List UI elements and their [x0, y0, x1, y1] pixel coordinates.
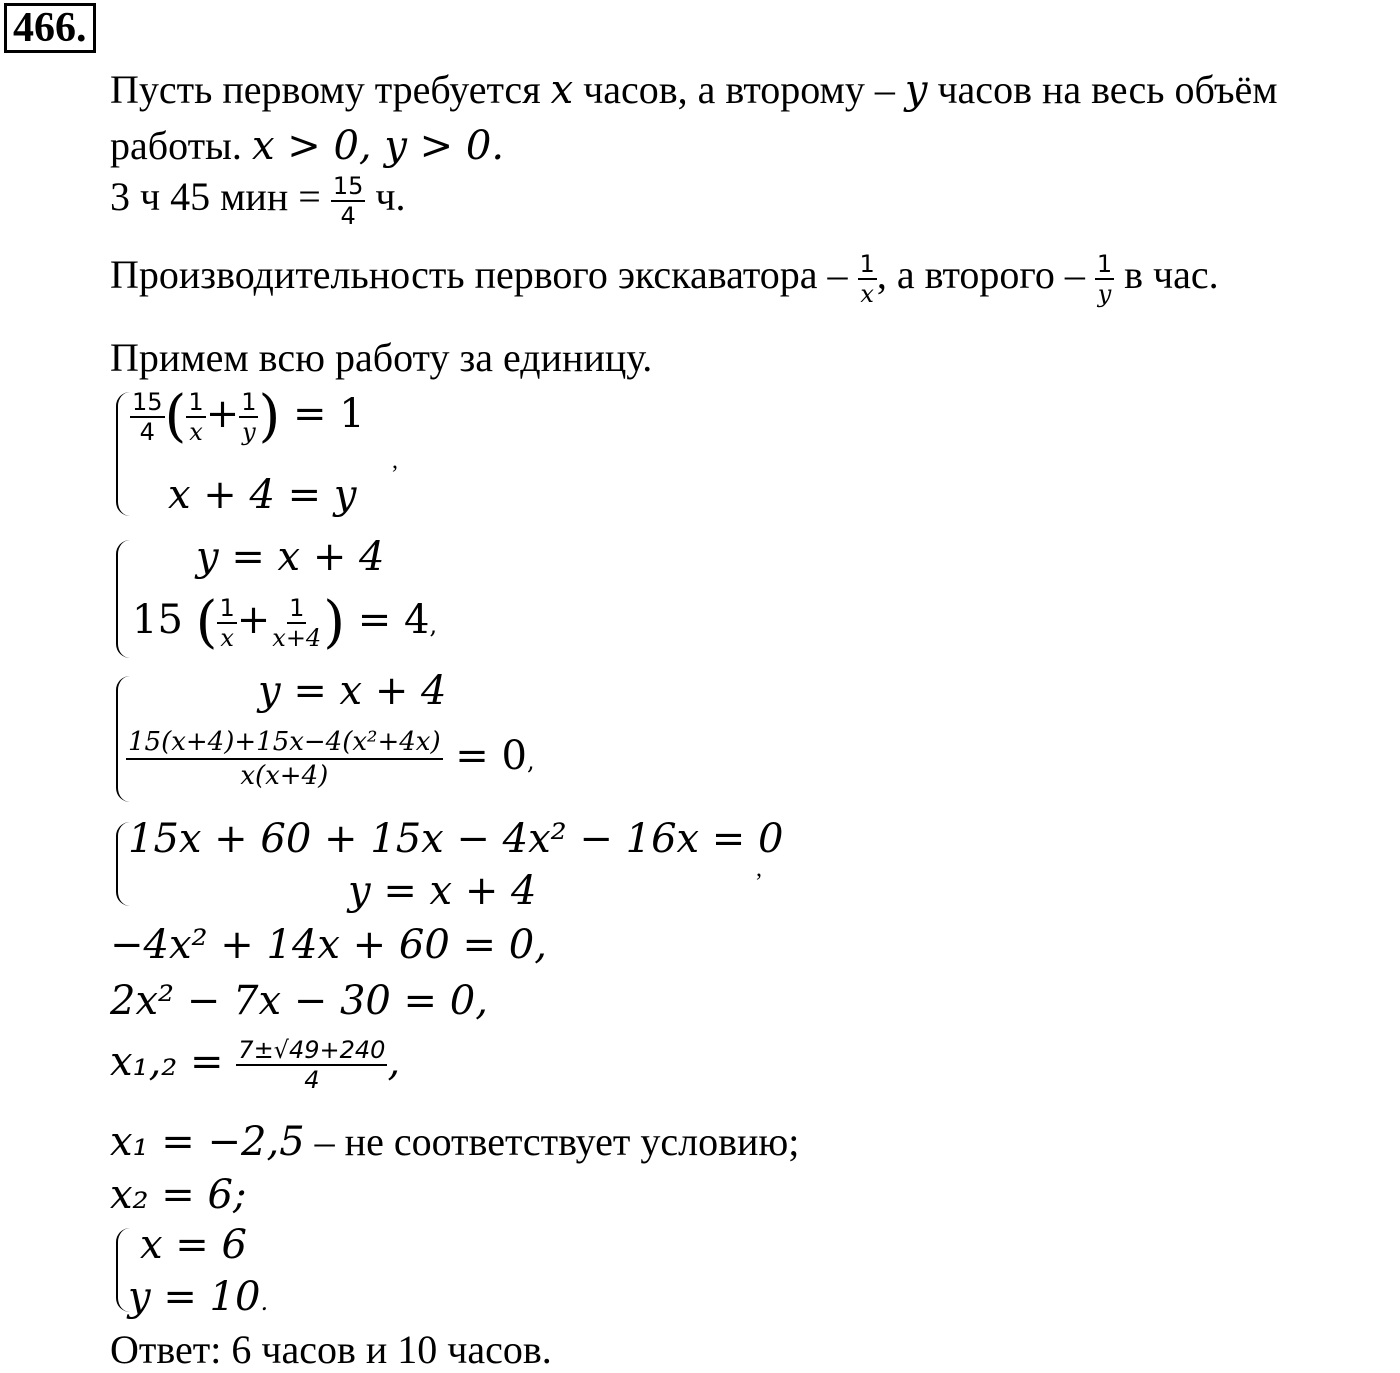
fraction [331, 172, 366, 230]
answer: Ответ: 6 часов и 10 часов. [110, 1327, 552, 1372]
fraction [186, 388, 205, 446]
y-value: y = 10 [128, 1274, 261, 1320]
numerator: 1 [188, 388, 204, 416]
intro-line-5: Примем всю работу за единицу. [110, 335, 653, 380]
denominator: y [242, 418, 256, 446]
system3-eq1: y = x + 4 [258, 668, 447, 714]
system1-eq1: $\frac{15}{4}$ ( $\frac{1}{x}$ + $\frac{1}{y}$ ) = 1 [132, 384, 365, 449]
system2-eq1: y = x + 4 [196, 534, 385, 580]
comma: , [429, 611, 438, 639]
equals-zero: = 0 [442, 733, 527, 779]
equals-four: = 4 [345, 597, 430, 643]
intro-text: Пусть первому требуется [110, 67, 551, 112]
numerator: 15 [132, 388, 163, 416]
denominator: y [1097, 280, 1112, 308]
comma: , [756, 856, 762, 882]
fraction [130, 388, 165, 446]
system5-eq1: x = 6 [140, 1222, 247, 1268]
system-brace [116, 540, 132, 658]
fraction [217, 594, 236, 652]
numerator: 1 [1096, 250, 1113, 278]
denominator: x [189, 418, 203, 446]
root-1-note: – не соответствует условию; [304, 1119, 800, 1164]
problem-number: 466. [4, 3, 96, 53]
denominator: x [220, 624, 234, 652]
numerator: 15(x+4)+15x−4(x²+4x) [126, 726, 443, 760]
numerator: 1 [289, 594, 305, 622]
denominator: 4 [139, 418, 155, 446]
fraction [270, 594, 323, 652]
comma: , [387, 1039, 401, 1085]
root-1: x₁ = −2,5 [110, 1119, 305, 1165]
intro-text: работы. [110, 123, 252, 168]
step-1: −4x² + 14x + 60 = 0, [110, 922, 547, 968]
numerator: 7±√49+240 [238, 1036, 386, 1064]
intro-text: Производительность первого экскаватора – [110, 252, 858, 298]
denominator: 4 [340, 202, 356, 230]
intro-text: часов на весь объём [927, 67, 1278, 112]
plus: + [236, 597, 271, 643]
intro-text: 3 ч 45 мин = [110, 174, 331, 220]
var-y: y [904, 67, 928, 113]
denominator: x [860, 280, 874, 308]
equals-one: = 1 [280, 391, 365, 437]
fraction [858, 250, 877, 308]
step-2: 2x² − 7x − 30 = 0, [110, 978, 488, 1024]
numerator: 1 [219, 594, 235, 622]
coefficient: 15 [132, 597, 183, 643]
intro-line-2 [110, 122, 504, 169]
roots-label: x₁,₂ = [110, 1039, 237, 1085]
intro-line-1 [110, 66, 1278, 113]
step-3 [110, 1036, 400, 1094]
system3-eq2 [126, 726, 535, 792]
var-x: x [550, 67, 574, 113]
intro-text: часов, а второму – [573, 67, 905, 112]
system5-eq2 [128, 1274, 268, 1320]
numerator: 1 [859, 250, 875, 278]
fraction [1095, 250, 1114, 308]
intro-text: ч. [365, 174, 406, 220]
intro-text: в час. [1114, 252, 1219, 298]
numerator: 15 [332, 172, 364, 200]
fraction [239, 388, 258, 446]
condition-math: x > 0, y > 0. [251, 123, 505, 169]
system1-eq2: x + 4 = y [168, 472, 357, 518]
denominator: x(x+4) [240, 761, 329, 791]
step-4 [110, 1118, 799, 1165]
comma: , [392, 448, 398, 474]
intro-line-4 [110, 250, 1219, 308]
system2-eq2: 15 ( $\frac{1}{x}$ + $\frac{1}{x+4}$ ) = 4, [132, 590, 438, 655]
system4-eq1: 15x + 60 + 15x − 4x² − 16x = 0 [128, 816, 784, 862]
denominator: 4 [304, 1066, 320, 1094]
fraction [126, 726, 443, 792]
intro-text: , а второго – [876, 252, 1095, 298]
intro-line-3 [110, 172, 405, 230]
numerator: 1 [241, 388, 257, 416]
comma: , [527, 747, 535, 775]
denominator: x+4 [272, 624, 322, 652]
step-5: x₂ = 6; [110, 1172, 247, 1218]
system4-eq2: y = x + 4 [348, 868, 537, 914]
dot: . [260, 1288, 269, 1316]
plus: + [205, 391, 240, 437]
fraction [236, 1036, 387, 1094]
